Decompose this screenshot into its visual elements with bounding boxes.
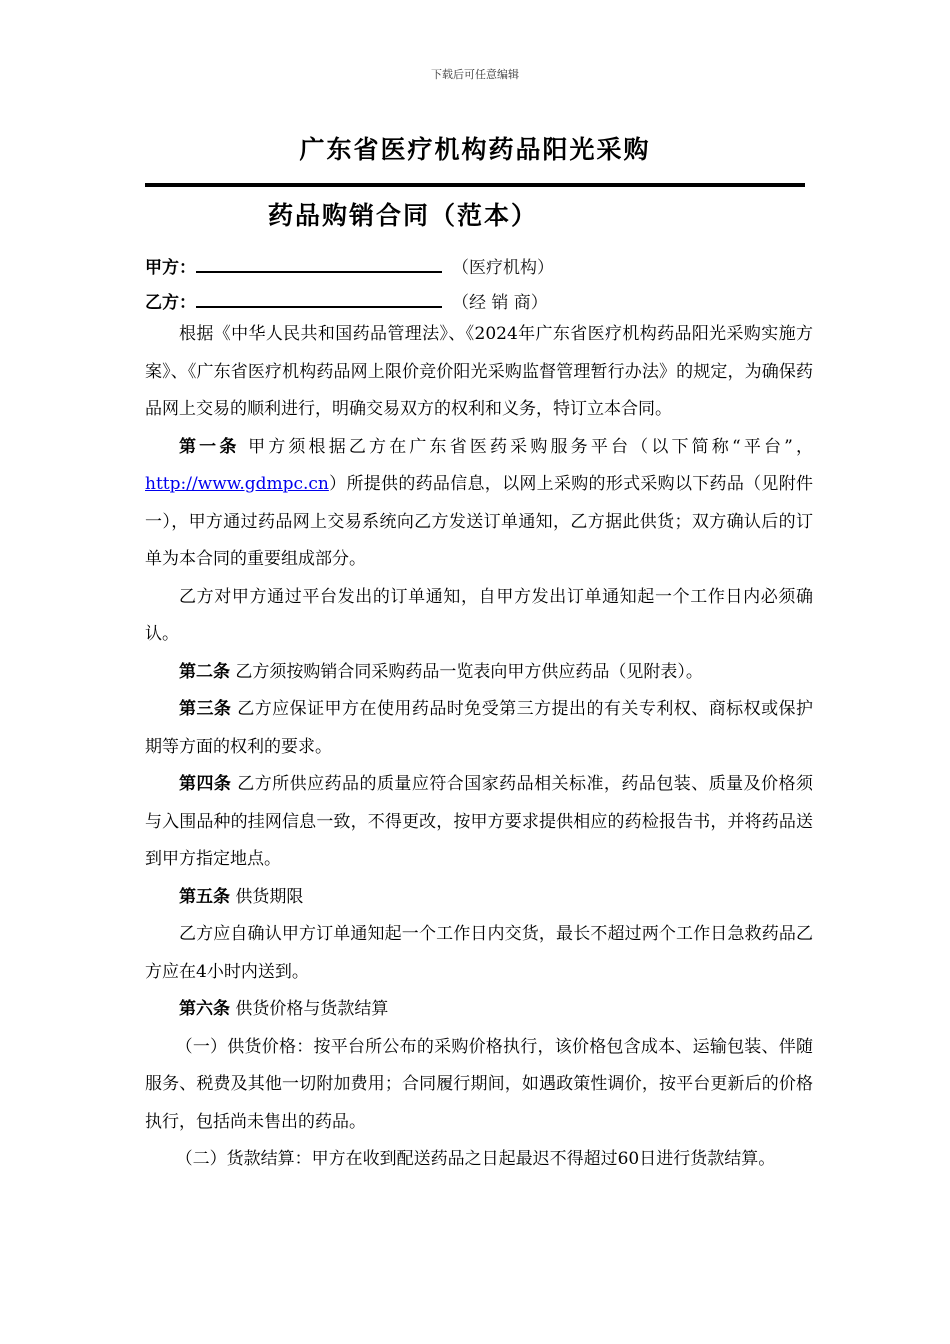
article-1-heading: 第一条 xyxy=(179,436,240,457)
article-3 xyxy=(145,691,813,766)
document-title: 广东省医疗机构药品阳光采购 xyxy=(299,135,651,164)
article-6-heading: 第六条 xyxy=(179,999,230,1019)
party-a-blank xyxy=(196,255,442,273)
article-1-paragraph-2: 乙方对甲方通过平台发出的订单通知，自甲方发出订单通知起一个工作日内必须确认。 xyxy=(145,586,813,644)
party-b-blank xyxy=(196,290,442,308)
party-a-label: 甲方： xyxy=(145,258,196,278)
party-b-line xyxy=(145,288,548,313)
article-5-heading: 第五条 xyxy=(179,886,230,907)
article-5 xyxy=(145,879,813,917)
article-5-paragraph: 乙方应自确认甲方订单通知起一个工作日内交货，最长不超过两个工作日急救药品乙方应在4小时内送到。 xyxy=(145,924,813,982)
article-5-text: 供货期限 xyxy=(230,886,304,907)
article-2-text: 乙方须按购销合同采购药品一览表向甲方供应药品（见附表）。 xyxy=(230,661,703,682)
article-1-text-a: 甲方须根据乙方在广东省医药采购服务平台（以下简称“平台”， xyxy=(239,436,813,457)
title-divider xyxy=(145,183,805,187)
preamble-paragraph: 根据《中华人民共和国药品管理法》、《2024年广东省医疗机构药品阳光采购实施方案》、《广东省医疗机构药品网上限价竞价阳光采购监督管理暂行办法》的规定，为确保药品网上交易的顺利进行，明确交易双方的权利和义务，特订立本合同。 xyxy=(145,324,813,419)
party-a-note: （医疗机构） xyxy=(452,258,554,278)
contract-body xyxy=(145,316,813,1179)
platform-link[interactable]: http://www.gdmpc.cn xyxy=(145,474,329,494)
article-4-heading: 第四条 xyxy=(179,774,232,794)
article-4-text: 乙方所供应药品的质量应符合国家药品相关标准，药品包装、质量及价格须与入围品种的挂网信息一致，不得更改，按甲方要求提供相应的药检报告书，并将药品送到甲方指定地点。 xyxy=(145,774,814,869)
article-2 xyxy=(145,654,813,692)
article-6-item-2: （二）货款结算：甲方在收到配送药品之日起最迟不得超过60日进行货款结算。 xyxy=(175,1149,776,1169)
article-6 xyxy=(145,991,813,1029)
party-b-label: 乙方： xyxy=(145,293,196,313)
article-1 xyxy=(145,429,813,579)
header-note: 下载后可任意编辑 xyxy=(431,68,519,81)
article-4 xyxy=(145,766,813,879)
article-6-text: 供货价格与货款结算 xyxy=(230,999,389,1019)
article-1-text-b: ）所提供的药品信息，以网上采购的形式采购以下药品（见附件一），甲方通过药品网上交易系统向乙方发送订单通知，乙方据此供货；双方确认后的订单为本合同的重要组成部分。 xyxy=(145,474,813,569)
article-2-heading: 第二条 xyxy=(179,661,230,682)
contract-title: 药品购销合同（范本） xyxy=(268,201,539,230)
party-b-note: （经 销 商） xyxy=(452,293,548,313)
article-6-item-1: （一）供货价格：按平台所公布的采购价格执行，该价格包含成本、运输包装、伴随服务、税费及其他一切附加费用；合同履行期间，如遇政策性调价，按平台更新后的价格执行，包括尚未售出的药品。 xyxy=(145,1036,813,1132)
party-a-line xyxy=(145,253,554,278)
article-3-heading: 第三条 xyxy=(179,699,232,719)
article-3-text: 乙方应保证甲方在使用药品时免受第三方提出的有关专利权、商标权或保护期等方面的权利的要求。 xyxy=(145,699,814,757)
